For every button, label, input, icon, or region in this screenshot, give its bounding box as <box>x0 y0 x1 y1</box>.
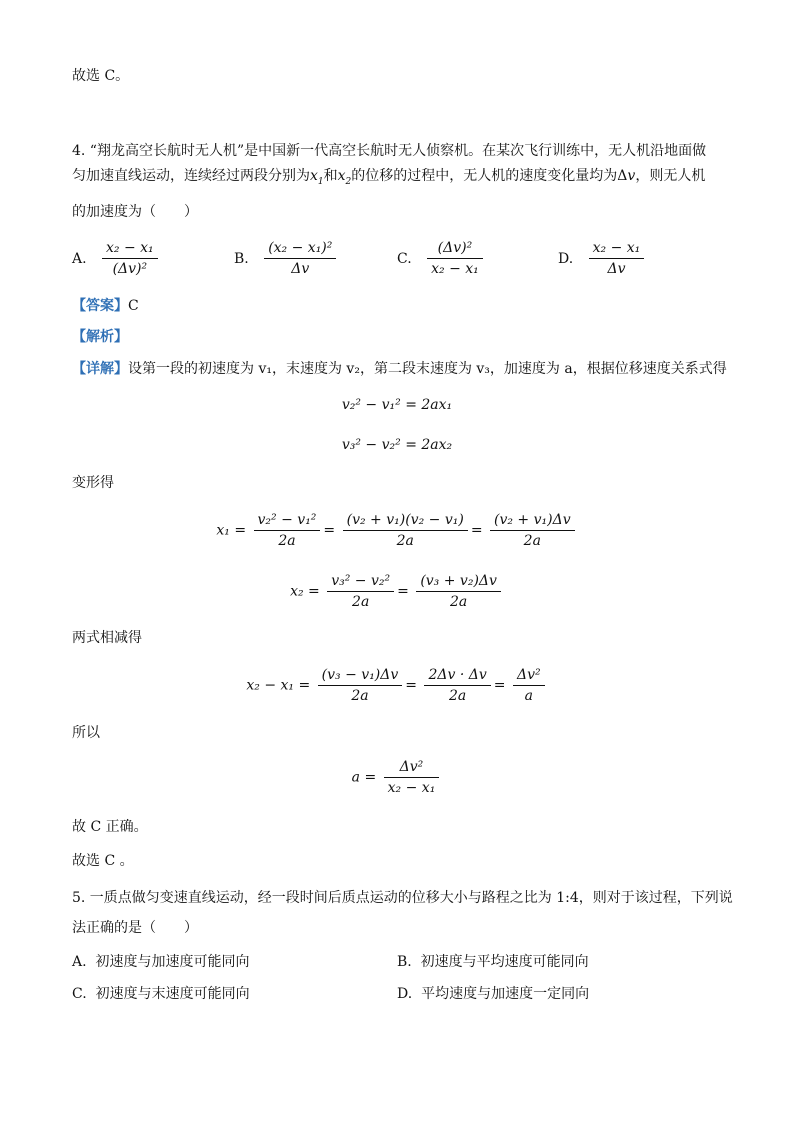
eq4-lhs: x₂ = <box>290 583 320 600</box>
q4-option-b-num: (x₂ − x₁)² <box>264 238 336 259</box>
eq6-lhs: a = <box>351 769 377 786</box>
detail-tag: 【详解】 <box>72 361 128 377</box>
conclusion-2: 故选 C 。 <box>72 853 134 869</box>
eq5-lhs: x₂ − x₁ = <box>246 677 311 694</box>
q5-option-b[interactable] <box>397 951 589 971</box>
q5-option-b-text: 初速度与平均速度可能同向 <box>420 954 589 970</box>
q4-var-x1: $x_1$ <box>310 168 324 187</box>
equation-5: x₂ − x₁ = $\frac{\text{(v₃ − v₁)Δv}}{2a}$ = $\frac{2\Delta v \cdot \Delta v}{2a}$ = $\frac{\text{Δv²}}{a}$ <box>0 665 794 706</box>
eq4-f1-num: v₃² − v₂² <box>327 571 394 592</box>
equation-6 <box>0 757 794 798</box>
q4-option-b-den: Δv <box>291 261 310 277</box>
eq6-fraction <box>384 757 440 798</box>
eq3-lhs: x₁ = <box>216 522 247 539</box>
q5-option-a[interactable] <box>72 951 249 971</box>
q4-option-c-num: (Δv)² <box>427 238 483 259</box>
eq3-fraction-3 <box>490 510 575 551</box>
q4-option-a-den: (Δv)² <box>112 261 148 277</box>
q5-option-c-label: C. <box>72 986 87 1002</box>
eq5-fraction-2 <box>424 665 490 706</box>
q5-option-b-label: B. <box>397 954 412 970</box>
q5-option-c-text: 初速度与末速度可能同向 <box>95 986 250 1002</box>
conclusion-1: 故 C 正确。 <box>72 819 148 835</box>
eq4-fraction-2 <box>416 571 501 612</box>
subtract-label: 两式相减得 <box>72 630 142 646</box>
eq6-den: x₂ − x₁ <box>387 780 436 796</box>
eq5-f2-den: 2a <box>449 688 467 704</box>
eq3-f1-num: v₂² − v₁² <box>254 510 321 531</box>
q4-option-c-label: C. <box>397 250 412 267</box>
q4-stem-part-b: 和 <box>323 168 338 184</box>
q4-option-d-fraction <box>589 238 645 279</box>
q4-var-x2: $x_2$ <box>337 168 352 187</box>
eq5-fraction-1 <box>318 665 403 706</box>
eq5-f2-num: 2Δv · Δv <box>424 665 490 686</box>
q5-option-c[interactable] <box>72 983 250 1003</box>
eq5-f3-den: a <box>524 688 533 704</box>
eq5-f1-den: 2a <box>351 688 369 704</box>
eq4-f2-den: 2a <box>449 594 468 610</box>
q5-stem-line1: 5. 一质点做匀变速直线运动，经一段时间后质点运动的位移大小与路程之比为 1:4，则对于该过程，下列说 <box>72 890 733 906</box>
equation-2: v₃² − v₂² = 2ax₂ <box>341 437 453 453</box>
eq6-num: Δv² <box>384 757 440 778</box>
eq3-f3-den: 2a <box>523 533 541 549</box>
eq4-f1-den: 2a <box>352 594 370 610</box>
eq3-f2-den: 2a <box>396 533 414 549</box>
q5-option-a-label: A. <box>72 954 87 970</box>
q4-option-d[interactable] <box>558 238 647 279</box>
answer-value: C <box>128 298 139 314</box>
q4-option-a-fraction <box>102 238 158 279</box>
equation-3: x₁ = $\frac{\text{v₂² − v₁²}}{2a}$ = $\frac{\text{(v₂ + v₁)(v₂ − v₁)}}{2a}$ = $\frac{\text{(v₂ + v₁)Δv}}{2a}$ <box>0 510 794 551</box>
q4-stem-line2 <box>72 166 705 192</box>
q4-stem-line3: 的加速度为（ ） <box>72 204 198 220</box>
q5-stem-line2: 法正确的是（ ） <box>72 920 198 936</box>
q4-stem-part-c: 的位移的过程中，无人机的速度变化量均为 <box>351 168 618 184</box>
intro-line: 故选 C。 <box>72 68 130 84</box>
q5-option-d[interactable] <box>397 983 589 1003</box>
q5-option-d-label: D. <box>397 986 413 1002</box>
eq5-f1-num: (v₃ − v₁)Δv <box>318 665 403 686</box>
eq4-fraction-1 <box>327 571 394 612</box>
q4-option-a-num: x₂ − x₁ <box>102 238 158 259</box>
eq5-f3-num: Δv² <box>513 665 545 686</box>
detail-text: 设第一段的初速度为 v₁，末速度为 v₂，第二段末速度为 v₃，加速度为 a，根据位移速度关系式得 <box>128 361 727 377</box>
q4-answer-line <box>72 296 139 316</box>
answer-tag: 【答案】 <box>72 298 128 314</box>
q4-option-b[interactable] <box>234 238 339 279</box>
q4-option-d-num: x₂ − x₁ <box>589 238 645 259</box>
q4-stem-part-d: ，则无人机 <box>635 168 706 184</box>
q4-option-a-label: A. <box>72 250 87 267</box>
eq3-f1-den: 2a <box>278 533 296 549</box>
q4-detail-line <box>72 359 727 379</box>
eq4-f2-num: (v₃ + v₂)Δv <box>416 571 501 592</box>
q4-stem-part-a: 匀加速直线运动，连续经过两段分别为 <box>72 168 310 184</box>
eq3-f2-num: (v₂ + v₁)(v₂ − v₁) <box>343 510 468 531</box>
q4-option-c-den: x₂ − x₁ <box>431 261 479 277</box>
q4-option-c[interactable] <box>397 238 486 279</box>
q4-var-dv: Δv <box>617 168 636 184</box>
q4-option-d-label: D. <box>558 250 574 267</box>
eq3-fraction-1 <box>254 510 321 551</box>
q5-option-d-text: 平均速度与加速度一定同向 <box>421 986 590 1002</box>
eq3-fraction-2 <box>343 510 468 551</box>
q4-option-c-fraction <box>427 238 483 279</box>
equation-4: x₂ = $\frac{\text{v₃² − v₂²}}{2a}$ = $\frac{\text{(v₃ + v₂)Δv}}{2a}$ <box>0 571 794 612</box>
q4-option-b-fraction <box>264 238 336 279</box>
q4-analysis-line <box>72 327 128 347</box>
so-label: 所以 <box>72 725 100 741</box>
q4-option-a[interactable] <box>72 238 161 279</box>
analysis-tag: 【解析】 <box>72 329 128 345</box>
q4-option-d-den: Δv <box>607 261 626 277</box>
eq5-fraction-3 <box>513 665 545 706</box>
eq3-f3-num: (v₂ + v₁)Δv <box>490 510 575 531</box>
transform-label: 变形得 <box>72 475 114 491</box>
equation-1: v₂² − v₁² = 2ax₁ <box>341 397 453 413</box>
q5-option-a-text: 初速度与加速度可能同向 <box>95 954 250 970</box>
q4-option-b-label: B. <box>234 250 249 267</box>
q4-stem-line1: 4. “翔龙高空长航时无人机”是中国新一代高空长航时无人侦察机。在某次飞行训练中，无人机沿地面做 <box>72 143 707 159</box>
